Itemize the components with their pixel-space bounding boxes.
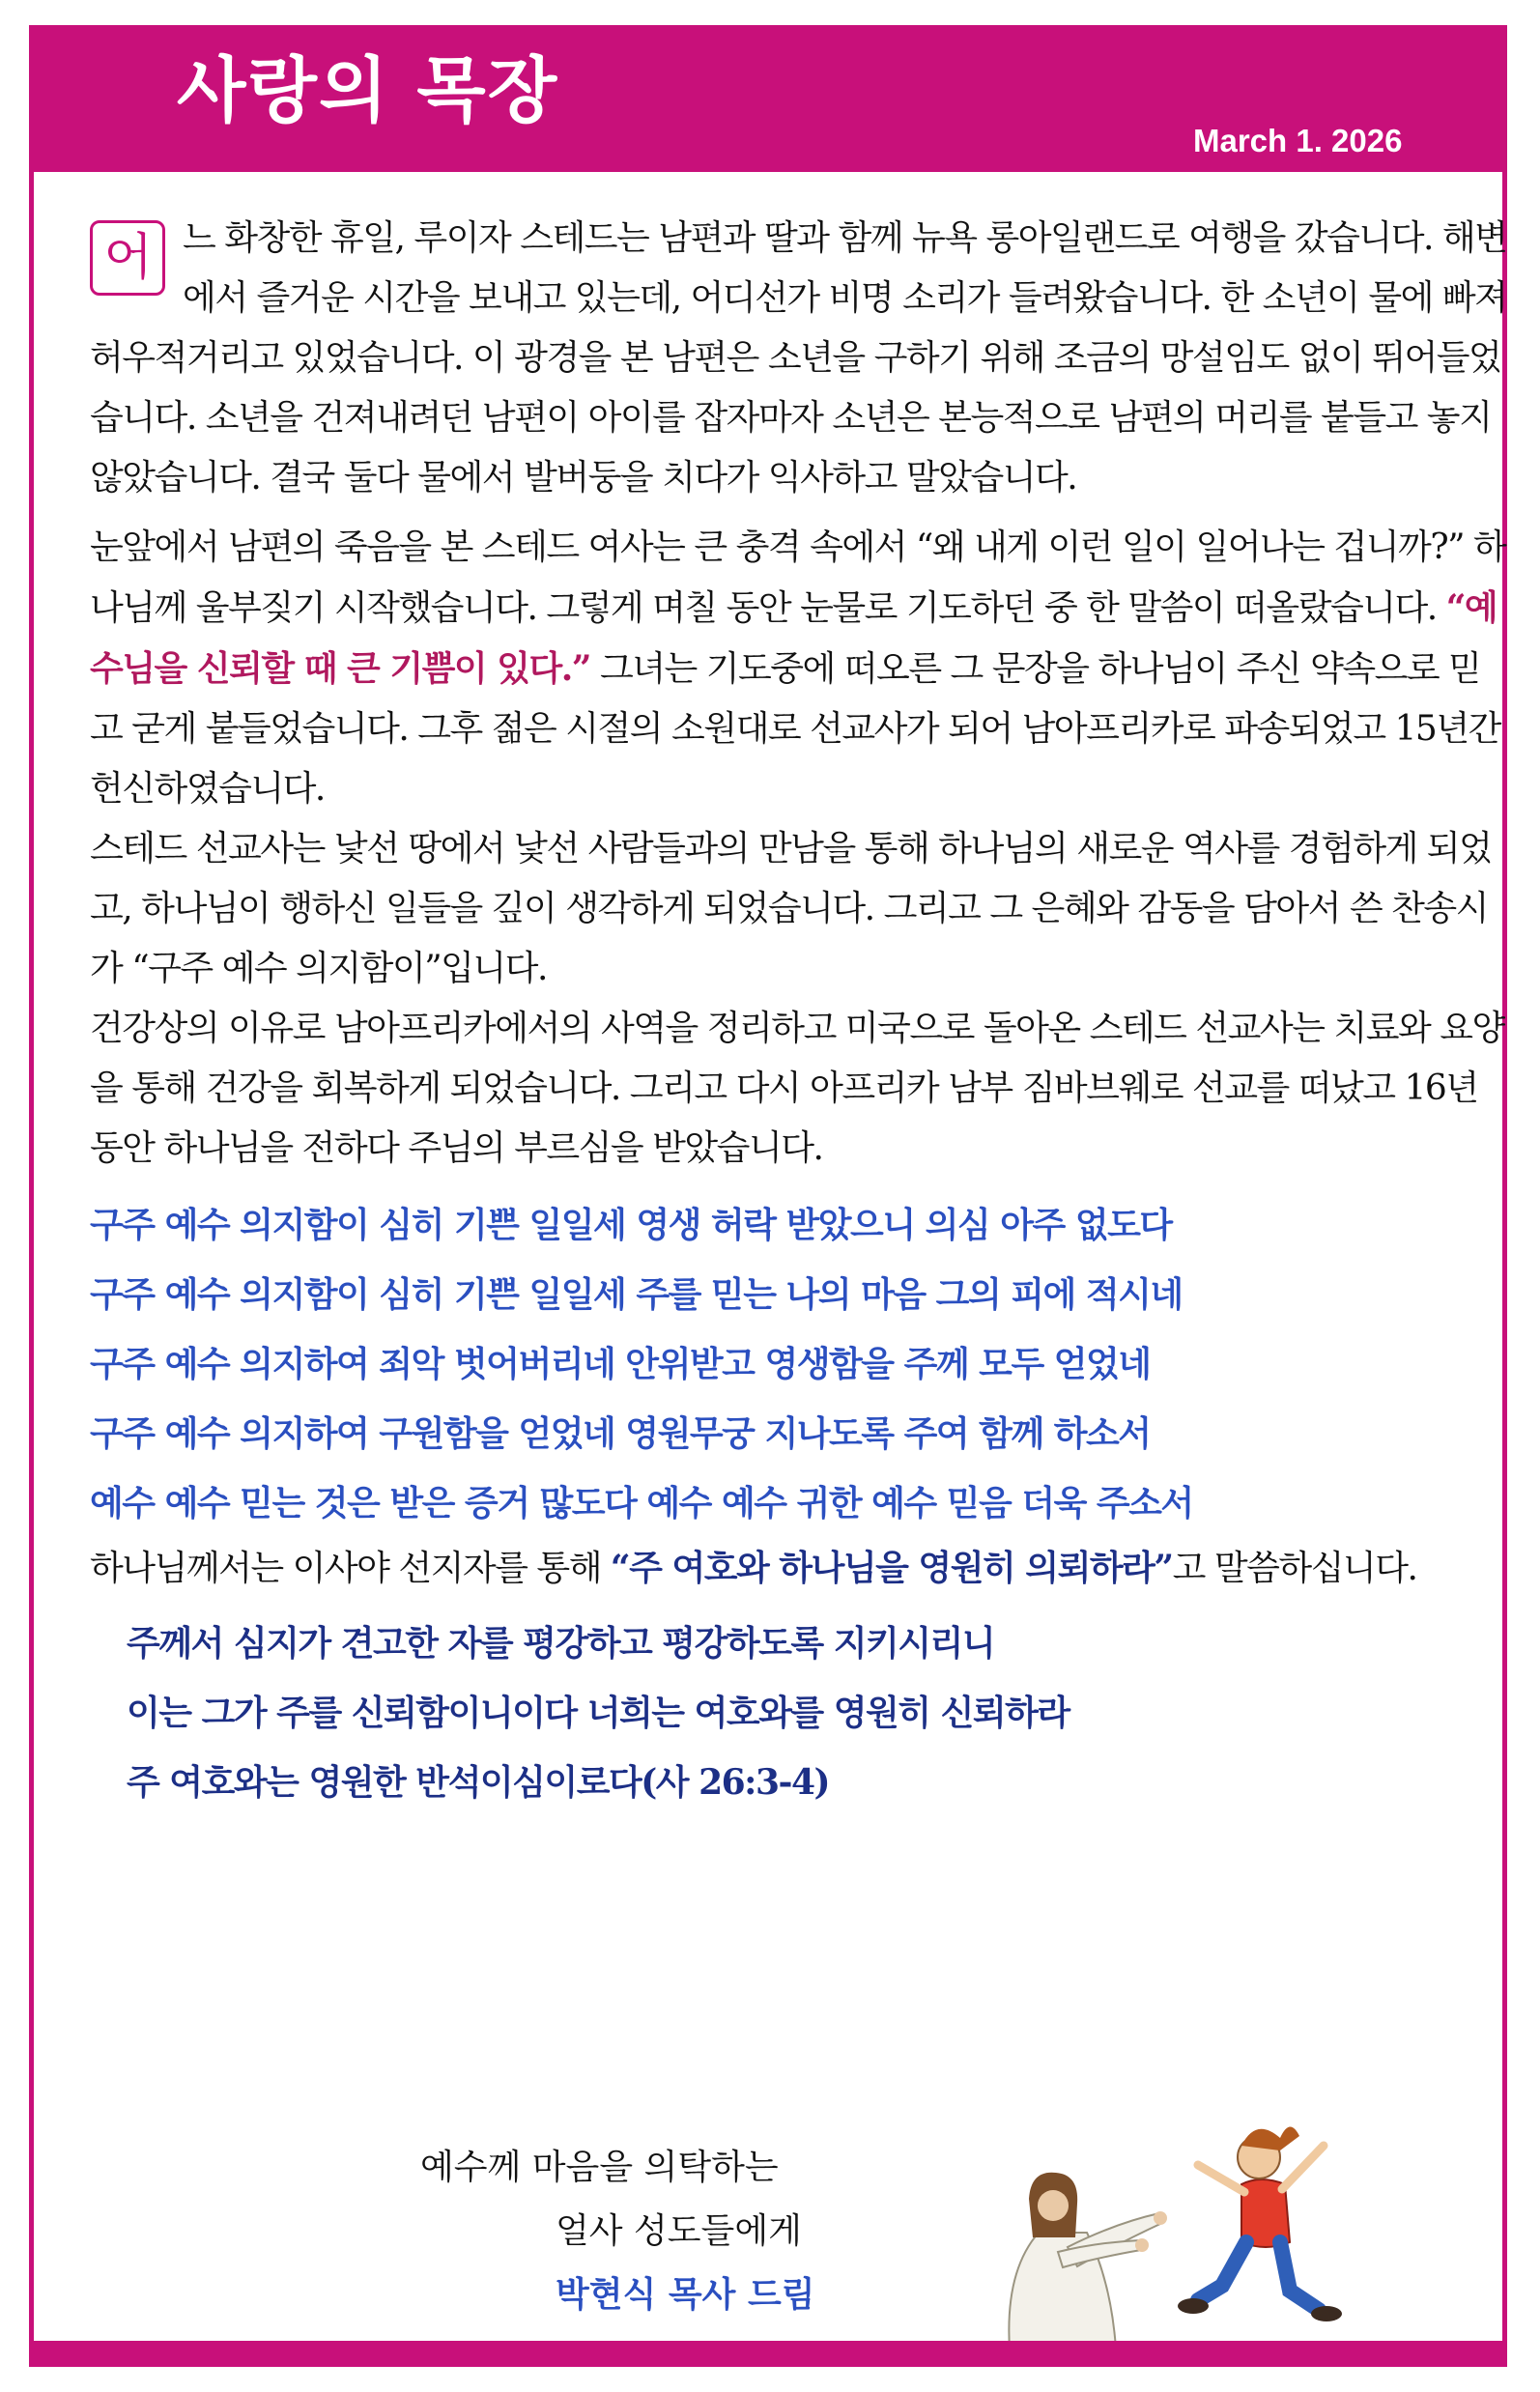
scripture-intro-a: 하나님께서는 이사야 선지자를 통해: [90, 1549, 611, 1588]
scripture-intro: [90, 1538, 1510, 1599]
verse-line: 주께서 심지가 견고한 자를 평강하고 평강하도록 지키시리니: [127, 1623, 995, 1664]
closing-line-1: 예수께 마음을 의탁하는: [420, 2148, 779, 2187]
footer-bar: [34, 2341, 1502, 2362]
hymn-line: 구주 예수 의지함이 심히 기쁜 일일세 주를 믿는 나의 마음 그의 피에 적시네: [90, 1274, 1183, 1315]
highlighted-quote: “예수님을 신뢰할 때 큰 기쁨이 있다.”: [90, 587, 1497, 689]
drop-cap: 어: [90, 220, 165, 296]
paragraph-4: 건강상의 이유로 남아프리카에서의 사역을 정리하고 미국으로 돌아온 스테드 선교사는 치료와 요양을 통해 건강을 회복하게 되었습니다. 그리고 다시 아프리카 남부 짐바브웨로 선교를 떠났고 16년 동안 하나님을 전하다 주님의 부르심을 받았습니다.: [90, 1009, 1504, 1168]
scripture-intro-b: 고 말씀하십니다.: [1172, 1549, 1417, 1588]
page-title: 사랑의 목장: [177, 49, 559, 132]
verse-line: 주 여호와는 영원한 반석이심이로다(사 26:3-4): [127, 1762, 830, 1803]
scripture-verse: [127, 1609, 1510, 1817]
verse-line: 이는 그가 주를 신뢰함이니이다 너희는 여호와를 영원히 신뢰하라: [127, 1693, 1069, 1733]
hymn-line: 구주 예수 의지하여 죄악 벗어버리네 안위받고 영생함을 주께 모두 얻었네: [90, 1344, 1151, 1384]
paragraph-2: [90, 518, 1510, 819]
paragraph-3: 스테드 선교사는 낯선 땅에서 낯선 사람들과의 만남을 통해 하나님의 새로운 역사를 경험하게 되었고, 하나님이 행하신 일들을 깊이 생각하게 되었습니다. 그리고 그 은혜와 감동을 담아서 쓴 찬송시가 “구주 예수 의지함이”입니다.: [90, 829, 1492, 988]
issue-date: March 1. 2026: [1193, 123, 1403, 158]
jesus-and-child-illustration: [952, 2078, 1357, 2358]
paragraph-1-text: 느 화창한 휴일, 루이자 스테드는 남편과 딸과 함께 뉴욕 롱아일랜드로 여행을 갔습니다. 해변에서 즐거운 시간을 보내고 있는데, 어디선가 비명 소리가 들려왔습니다. 한 소년이 물에 빠져 허우적거리고 있었습니다. 이 광경을 본 남편은 소년을 구하기 위해 조금의 망설임도 없이 뛰어들었습니다. 소년을 건져내려던 남편이 아이를 잡자마자 소년은 본능적으로 남편의 머리를 붙들고 놓지 않았습니다. 결국 둘다 물에서 발버둥을 치다가 익사하고 말았습니다.: [90, 218, 1507, 498]
scripture-intro-quote: “주 여호와 하나님을 영원히 의뢰하라”: [610, 1548, 1173, 1588]
paragraph-2-text-b: 그녀는 기도중에 떠오른 그 문장을 하나님이 주신 약속으로 믿고 굳게 붙들었습니다. 그후 젊은 시절의 소원대로 선교사가 되어 남아프리카로 파송되었고 15년간 헌신하였습니다.: [90, 649, 1500, 809]
paragraph-1: [90, 209, 1510, 508]
closing-signature: [420, 2136, 1000, 2327]
paragraph-2-text-a: 눈앞에서 남편의 죽음을 본 스테드 여사는 큰 충격 속에서 “왜 내게 이런 일이 일어나는 겁니까?” 하나님께 울부짖기 시작했습니다. 그렇게 며칠 동안 눈물로 기도하던 중 한 말씀이 떠올랐습니다.: [90, 527, 1506, 628]
hymn-line: 구주 예수 의지하여 구원함을 얻었네 영원무궁 지나도록 주여 함께 하소서: [90, 1413, 1151, 1454]
header-bar: [34, 30, 1502, 172]
hymn-lyrics: [90, 1190, 1510, 1538]
pastor-signature: 박현식 목사 드림: [556, 2275, 815, 2315]
hymn-line: 구주 예수 의지함이 심히 기쁜 일일세 영생 허락 받았으니 의심 아주 없도다: [90, 1205, 1172, 1245]
article-body: [90, 209, 1510, 1817]
hymn-line: 예수 예수 믿는 것은 받은 증거 많도다 예수 예수 귀한 예수 믿음 더욱 주소서: [90, 1483, 1193, 1523]
newsletter-frame: [29, 25, 1507, 2367]
closing-line-2: 얼사 성도들에게: [556, 2211, 802, 2251]
